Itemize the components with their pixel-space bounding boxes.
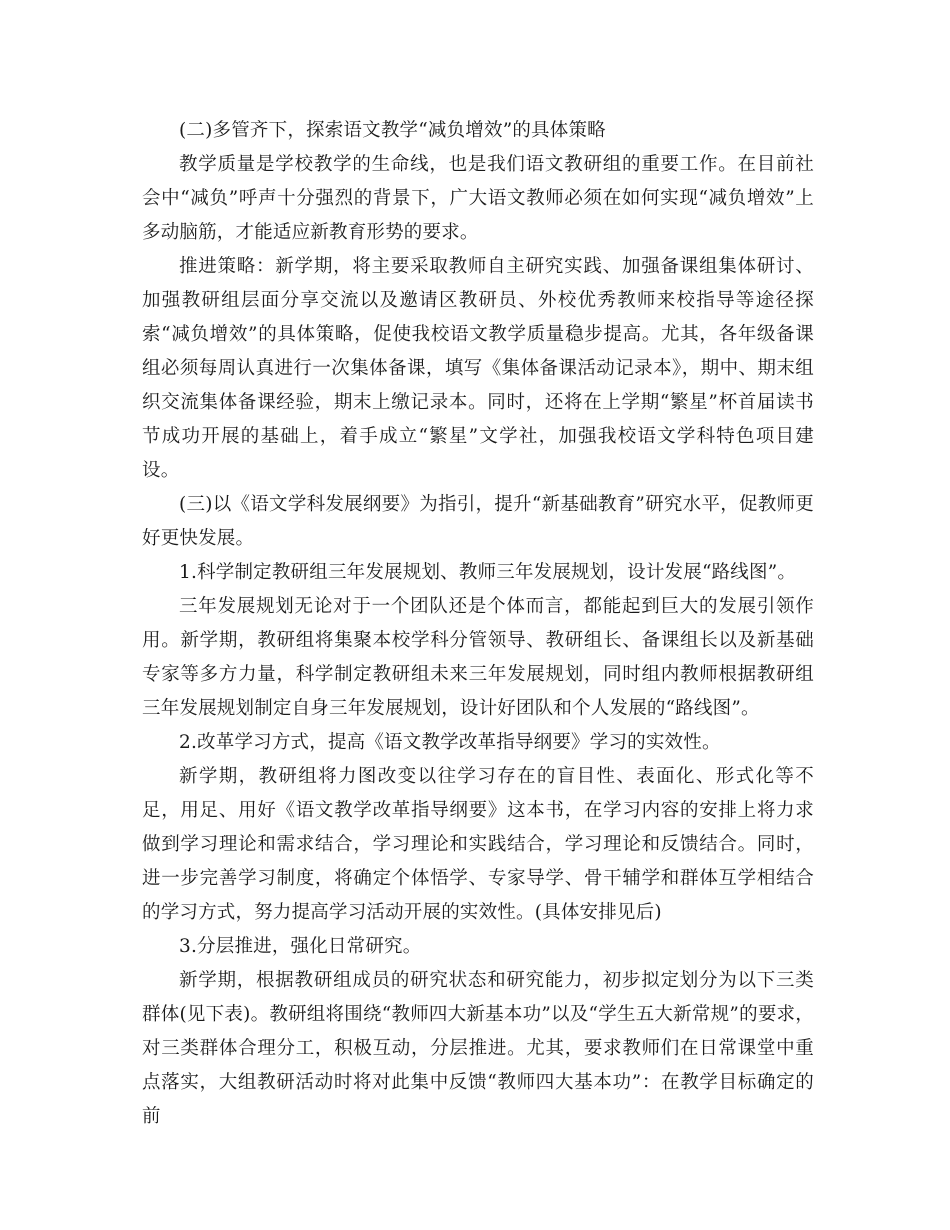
subheading-1: 1.科学制定教研组三年发展规划、教师三年发展规划，设计发展“路线图”。: [179, 562, 797, 583]
subheading-3: 3.分层推进，强化日常研究。: [179, 936, 422, 957]
subheading-2: 2.改革学习方式，提高《语文教学改革指导纲要》学习的实效性。: [179, 732, 721, 753]
paragraph-teaching-quality: 教学质量是学校教学的生命线，也是我们语文教研组的重要工作。在目前社会中“减负”呼声十分强烈的背景下，广大语文教师必须在如何实现“减负增效”上多动脑筋，才能适应新教育形势的要求。: [142, 154, 814, 243]
paragraph-strategy: 推进策略：新学期，将主要采取教师自主研究实践、加强备课组集体研讨、加强教研组层面分享交流以及邀请区教研员、外校优秀教师来校指导等途径探索“减负增效”的具体策略，促使我校语文教学质量稳步提高。尤其，各年级备课组必须每周认真进行一次集体备课，填写《集体备课活动记录本》，期中、期末组织交流集体备课经验，期末上缴记录本。同时，还将在上学期“繁星”杯首届读书节成功开展的基础上，着手成立“繁星”文学社，加强我校语文学科特色项目建设。: [142, 256, 814, 481]
paragraph-three-year-plan: 三年发展规划无论对于一个团队还是个体而言，都能起到巨大的发展引领作用。新学期，教研组将集聚本校学科分管领导、教研组长、备课组长以及新基础专家等多方力量，科学制定教研组未来三年发展规划，同时组内教师根据教研组三年发展规划制定自身三年发展规划，设计好团队和个人发展的“路线图”。: [142, 596, 814, 719]
paragraph-layered-research: 新学期，根据教研组成员的研究状态和研究能力，初步拟定划分为以下三类群体(见下表)。教研组将围绕“教师四大新基本功”以及“学生五大新常规”的要求，对三类群体合理分工，积极互动，分层推进。尤其，要求教师们在日常课堂中重点落实，大组教研活动时将对此集中反馈“教师四大基本功”：在教学目标确定的前: [142, 970, 814, 1127]
paragraph-learning-reform: 新学期，教研组将力图改变以往学习存在的盲目性、表面化、形式化等不足，用足、用好《语文教学改革指导纲要》这本书，在学习内容的安排上将力求做到学习理论和需求结合，学习理论和实践结合，学习理论和反馈结合。同时，进一步完善学习制度，将确定个体悟学、专家导学、骨干辅学和群体互学相结合的学习方式，努力提高学习活动开展的实效性。(具体安排见后): [142, 766, 814, 923]
document-body: [142, 114, 814, 1134]
section-heading-2: (二)多管齐下，探索语文教学“减负增效”的具体策略: [179, 120, 606, 141]
section-heading-3: (三)以《语文学科发展纲要》为指引，提升“新基础教育”研究水平，促教师更好更快发展。: [142, 494, 814, 549]
